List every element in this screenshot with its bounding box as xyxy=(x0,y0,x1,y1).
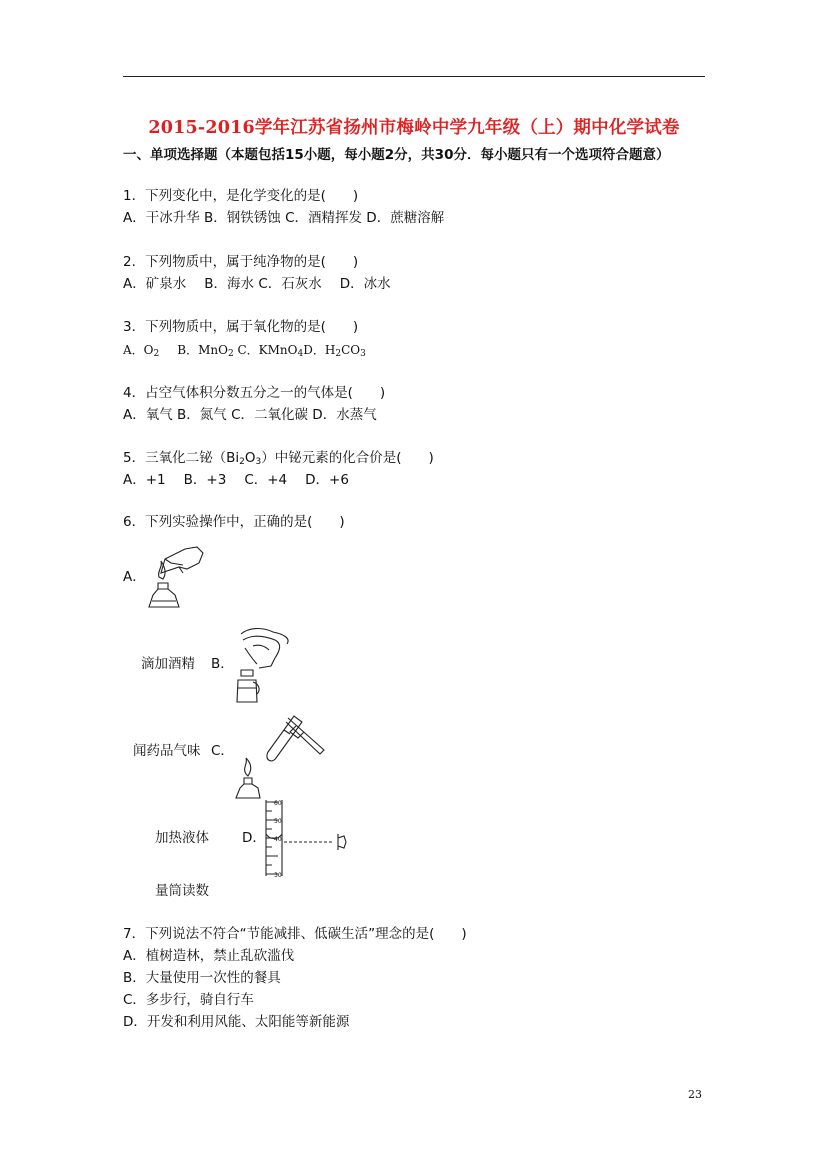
alcohol-lamp-dropper-illustration xyxy=(143,543,209,613)
graduated-cylinder-reading-illustration xyxy=(258,798,358,878)
question-7-option-a: A．植树造林，禁止乱砍滥伐 xyxy=(123,948,295,964)
question-6-option-b-letter: B． xyxy=(211,656,234,672)
question-2-option-a: A．矿泉水 xyxy=(123,276,187,292)
question-5-options xyxy=(123,471,349,489)
question-2-option-d: D．冰水 xyxy=(339,276,391,292)
question-2-options xyxy=(123,275,391,293)
heating-liquid-illustration xyxy=(232,708,328,800)
smelling-reagent-illustration xyxy=(235,624,295,706)
question-3-option-a: A．$O_2$ xyxy=(123,343,160,359)
page-number: 23 xyxy=(688,1088,702,1101)
question-6-option-a-caption: 滴加酒精 xyxy=(141,656,195,672)
question-7-option-d: D．开发和利用风能、太阳能等新能源 xyxy=(123,1014,350,1030)
question-2-stem: 2．下列物质中，属于纯净物的是( ) xyxy=(123,254,359,270)
question-6-stem: 6．下列实验操作中，正确的是( ) xyxy=(123,514,345,530)
question-7-option-b: B．大量使用一次性的餐具 xyxy=(123,970,281,986)
question-5-option-c: C．+4 xyxy=(244,472,288,488)
question-3-option-c: C．KMnO$_4$ xyxy=(237,343,304,359)
question-4-options: A．氧气 B．氮气 C．二氧化碳 D．水蒸气 xyxy=(123,407,377,423)
section-heading: 一、单项选择题（本题包括15小题，每小题2分，共30分．每小题只有一个选项符合题意） xyxy=(123,147,670,163)
question-6-option-d-letter: D． xyxy=(242,830,266,846)
question-6-option-b-caption: 闻药品气味 xyxy=(133,743,201,759)
question-4-stem: 4．占空气体积分数五分之一的气体是( ) xyxy=(123,385,386,401)
question-6-option-c-letter: C． xyxy=(211,743,234,759)
exam-title: 2015-2016学年江苏省扬州市梅岭中学九年级（上）期中化学试卷 xyxy=(148,118,680,138)
cylinder-tick-60: 60 xyxy=(274,800,282,807)
cylinder-tick-40: 40 xyxy=(274,836,282,843)
header-rule xyxy=(123,76,705,77)
question-6-option-c-caption: 加热液体 xyxy=(155,830,209,846)
question-6-option-d-caption: 量筒读数 xyxy=(155,883,209,899)
question-5-stem: 5．三氧化二铋$(Bi_2O_3)$中铋元素的化合价是( ) xyxy=(123,450,434,467)
question-1-stem: 1．下列变化中，是化学变化的是( ) xyxy=(123,188,359,204)
question-3-options xyxy=(123,341,366,363)
question-1-options: A．干冰升华 B．钢铁锈蚀 C．酒精挥发 D．蔗糖溶解 xyxy=(123,210,445,226)
question-3-option-b: B．MnO$_2$ xyxy=(177,343,234,359)
cylinder-tick-50: 50 xyxy=(274,818,282,825)
question-3-stem: 3．下列物质中，属于氧化物的是( ) xyxy=(123,319,359,335)
question-2-option-c: C．石灰水 xyxy=(258,276,322,292)
question-7-stem: 7．下列说法不符合“节能减排、低碳生活”理念的是( ) xyxy=(123,926,467,942)
question-3-option-d: D．$H_2CO_3$ xyxy=(303,343,366,359)
question-5-option-a: A．+1 xyxy=(123,472,166,488)
question-5-option-b: B．+3 xyxy=(183,472,227,488)
question-6-option-a-letter: A． xyxy=(123,569,146,585)
cylinder-tick-30: 30 xyxy=(274,872,282,879)
question-2-option-b: B．海水 xyxy=(204,276,255,292)
question-7-option-c: C．多步行，骑自行车 xyxy=(123,992,254,1008)
question-5-option-d: D．+6 xyxy=(305,472,349,488)
